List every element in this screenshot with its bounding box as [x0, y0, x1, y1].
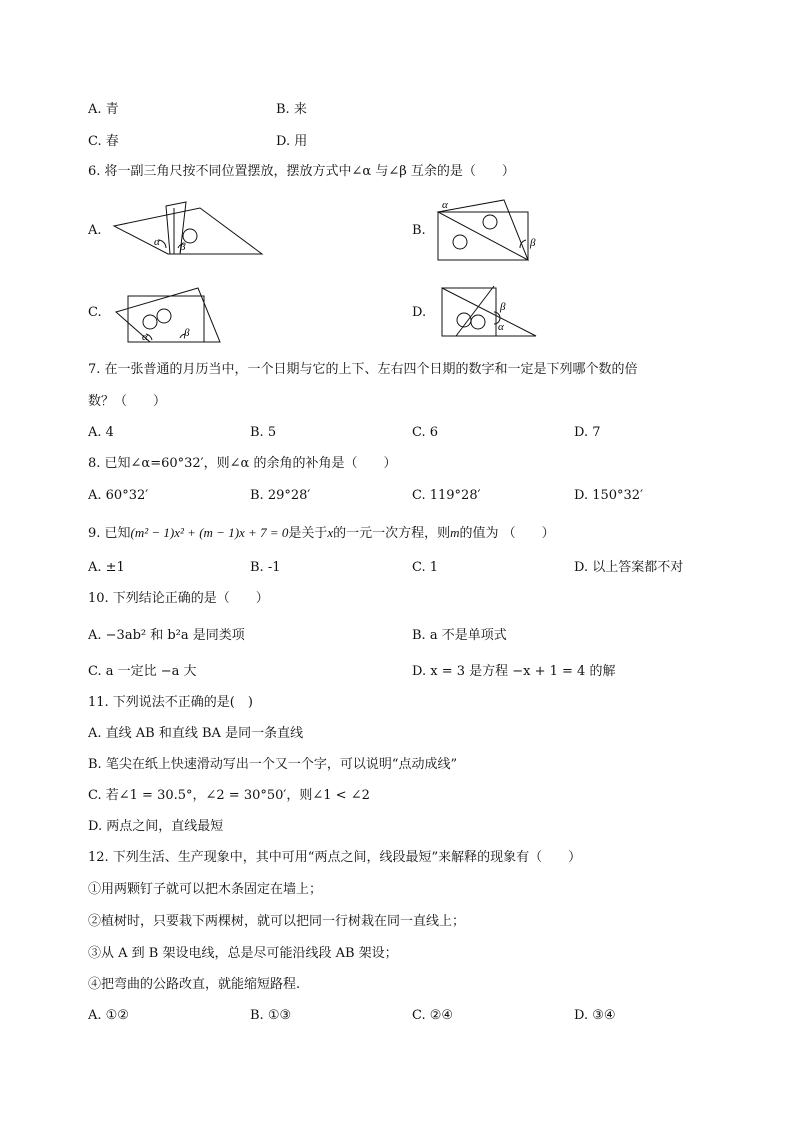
q6c-beta: β: [184, 327, 190, 339]
q6b-alpha: α: [442, 199, 448, 211]
q5-option-b: B. 来: [276, 102, 307, 117]
q9-equation: (m² − 1)x² + (m − 1)x + 7 = 0: [130, 525, 289, 540]
q9-option-b: B. -1: [250, 560, 281, 575]
q7-option-b: B. 5: [250, 425, 277, 440]
q12-item-4: ④把弯曲的公路改直，就能缩短路程.: [88, 977, 301, 992]
q6-label-c: C.: [88, 305, 102, 320]
q6-stem: 6. 将一副三角尺按不同位置摆放，摆放方式中∠α 与∠β 互余的是（ ）: [88, 164, 515, 179]
q10-option-c: C. a 一定比 −a 大: [88, 664, 197, 679]
q6a-alpha: α: [154, 236, 160, 248]
q6-figure-a: [112, 200, 264, 260]
q5-option-c: C. 春: [88, 134, 119, 149]
q6-figure-b: [434, 196, 544, 264]
q7-option-a: A. 4: [88, 425, 114, 440]
q6-figure-d: [436, 284, 540, 340]
q8-option-c: C. 119°28′: [412, 488, 481, 503]
q9-option-a: A. ±1: [88, 560, 125, 575]
q9-option-d: D. 以上答案都不对: [574, 560, 684, 575]
q7-stem-line2: 数？（ ）: [88, 394, 167, 409]
q8-option-d: D. 150°32′: [574, 488, 644, 503]
q12-option-a: A. ①②: [88, 1008, 129, 1023]
q10-option-b: B. a 不是单项式: [412, 628, 507, 643]
q9-stem-post: 的值为 （ ）: [459, 526, 555, 541]
q9-stem-mid2: 的一元一次方程，则: [333, 526, 451, 541]
q6a-beta: β: [180, 241, 186, 253]
q12-option-b: B. ①③: [250, 1008, 292, 1023]
q12-item-1: ①用两颗钉子就可以把木条固定在墙上；: [88, 882, 323, 897]
q11-option-c: C. 若∠1 = 30.5°，∠2 = 30°50′，则∠1 < ∠2: [88, 788, 370, 803]
q9-stem-prefix: 9. 已知: [88, 526, 131, 541]
q12-item-3: ③从 A 到 B 架设电线，总是尽可能沿线段 AB 架设；: [88, 946, 398, 961]
q6d-alpha: α: [498, 321, 504, 333]
q6b-beta: β: [530, 237, 536, 249]
q9-var-m: m: [450, 525, 460, 540]
q12-option-c: C. ②④: [412, 1008, 454, 1023]
q5-option-d: D. 用: [276, 134, 308, 149]
q11-option-d: D. 两点之间，直线最短: [88, 819, 224, 834]
q8-option-a: A. 60°32′: [88, 488, 149, 503]
q6-label-d: D.: [412, 305, 427, 320]
q6-label-b: B.: [412, 223, 426, 238]
q11-option-a: A. 直线 AB 和直线 BA 是同一条直线: [88, 726, 304, 741]
q7-option-c: C. 6: [412, 425, 439, 440]
q12-stem: 12. 下列生活、生产现象中，其中可用“两点之间，线段最短”来解释的现象有（ ）: [88, 850, 582, 865]
q6c-alpha: α: [142, 331, 148, 343]
q7-stem-line1: 7. 在一张普通的月历当中，一个日期与它的上下、左右四个日期的数字和一定是下列哪个数的倍: [88, 362, 638, 377]
q12-item-2: ②植树时，只要栽下两棵树，就可以把同一行树栽在同一直线上；: [88, 914, 466, 929]
q6-label-a: A.: [88, 223, 102, 238]
q8-stem: 8. 已知∠α=60°32′，则∠α 的余角的补角是（ ）: [88, 456, 397, 471]
q10-option-d: D. x = 3 是方程 −x + 1 = 4 的解: [412, 664, 616, 679]
q9-stem: [88, 524, 555, 543]
q8-option-b: B. 29°28′: [250, 488, 311, 503]
q7-option-d: D. 7: [574, 425, 601, 440]
q9-stem-mid: 是关于: [288, 526, 328, 541]
q11-stem: 11. 下列说法不正确的是( ): [88, 695, 253, 710]
q10-option-a: A. −3ab² 和 b²a 是同类项: [88, 628, 245, 643]
q12-option-d: D. ③④: [574, 1008, 616, 1023]
q6-figure-c: [112, 284, 224, 346]
q10-stem: 10. 下列结论正确的是（ ）: [88, 591, 269, 606]
q9-option-c: C. 1: [412, 560, 439, 575]
q5-option-a: A. 青: [88, 102, 119, 117]
q11-option-b: B. 笔尖在纸上快速滑动写出一个又一个字，可以说明“点动成线”: [88, 757, 458, 772]
q9-var-x: x: [327, 525, 334, 540]
q6d-beta: β: [500, 301, 506, 313]
